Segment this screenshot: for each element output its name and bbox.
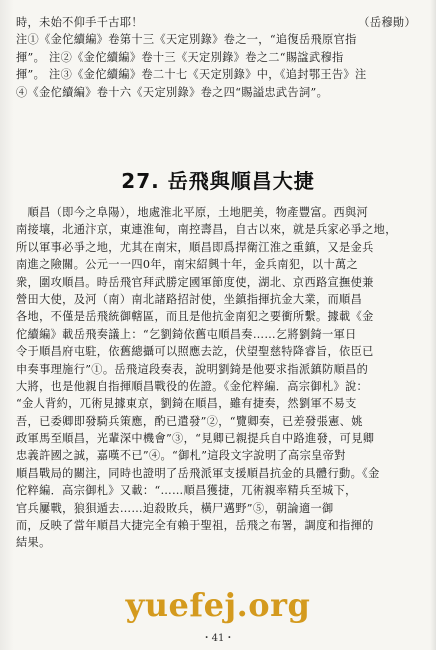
body-line: 南接壤，北通汴京，東連淮甸，南控壽昌，自古以來，就是兵家必爭之地， bbox=[16, 223, 397, 237]
body-line: 順昌戰局的關注，同時也證明了岳飛派軍支援順昌抗金的具體行動。《金 bbox=[16, 466, 380, 480]
body-line: 各地，不僅是岳飛統御轄區，而且是他抗金南犯之要衝所繫。據載《金 bbox=[16, 310, 374, 324]
body-line: 忠義許國之誠，嘉嘆不已”④。“御札”這段文字說明了高宗皇帝對 bbox=[16, 449, 346, 463]
body-line: 大將，也是他親自指揮順昌戰役的佐證。《金佗粹編．高宗御札》說： bbox=[16, 379, 369, 393]
footnote-line: ④《金佗續編》卷十六《天定別錄》卷之四“賜謚忠武告詞”。 bbox=[16, 85, 329, 99]
footnote-line: 揮”。 注③《金佗續編》卷二十七《天定別錄》中，《追封鄂王告》注 bbox=[16, 68, 367, 82]
section-title: 27. 岳飛與順昌大捷 bbox=[121, 169, 315, 193]
body-line: 佗續編》載岳飛奏議上：“乞劉錡依舊屯順昌奏……乞將劉錡一軍日 bbox=[16, 327, 357, 341]
footnote-line: 揮”。 注②《金佗續編》卷十三《天定別錄》卷之二“賜諡武穆指 bbox=[16, 50, 344, 64]
footnote-line: 注①《金佗續編》卷第十三《天定別錄》卷之一，“追復岳飛原官指 bbox=[16, 33, 357, 47]
body-line: 而，反映了當年順昌大捷完全有賴于聖祖，岳飛之布署，調度和指揮的 bbox=[16, 519, 374, 533]
body-line: “金人背約，兀術見據東京，劉錡在順昌，雖有捷奏，然劉軍不易支 bbox=[16, 397, 357, 411]
body-line: 官兵屢戰，狼狽遁去……迫殺敗兵，橫尸邁野”⑤，朝論適一御 bbox=[16, 501, 334, 515]
body-line: 順昌（即今之阜陽），地處淮北平原，土地肥美，物產豐富。西與河 bbox=[16, 206, 369, 219]
poem-closing-line bbox=[16, 14, 416, 31]
body-line: 衆，圍攻順昌。時岳飛官拜武勝定國軍節度使，湖北、京西路宣撫使兼 bbox=[16, 275, 374, 289]
footnotes-block bbox=[16, 14, 416, 101]
body-line: 佗粹編．高宗御札》又載：“……順昌獲捷，兀術親率精兵至城下， bbox=[16, 484, 357, 498]
body-text bbox=[16, 204, 416, 552]
poem-author: （岳穆勛） bbox=[358, 16, 416, 29]
body-line: 申奏事理施行”①。岳飛這段奏表，說明劉錡是他要求指派鎮防順昌的 bbox=[16, 362, 369, 376]
body-line: 吾，已委卿即發騎兵策應，酌已遣發”②，“覽卿奏，已差發張憲、姚 bbox=[16, 414, 363, 428]
body-line: 結果。 bbox=[16, 536, 51, 550]
body-line: 南進之險關。公元一一四0年，南宋紹興十年，金兵南犯，以十萬之 bbox=[16, 258, 359, 272]
body-line: 營田大使，及河（南）南北諸路招討使，坐鎮指揮抗金大業，而順昌 bbox=[16, 292, 363, 306]
body-line: 令于順昌府屯駐，依舊總攝可以照應去訖，伏望聖慈特降睿旨，依臣已 bbox=[16, 345, 374, 359]
site-watermark: yuefej.org bbox=[125, 586, 311, 624]
body-line: 所以軍事必爭之地，尤其在南宋，順昌即爲捍衛江淮之重鎮，又是金兵 bbox=[16, 240, 374, 254]
page-edge-shadow bbox=[430, 0, 436, 650]
poem-closing-text: 時，未始不仰手千古耶！ bbox=[16, 16, 143, 29]
page-number: ・41・ bbox=[201, 633, 235, 644]
body-line: 政軍馬至順昌，光輩深中機會”③，“見卿已親提兵自中路進發，可見卿 bbox=[16, 432, 375, 446]
